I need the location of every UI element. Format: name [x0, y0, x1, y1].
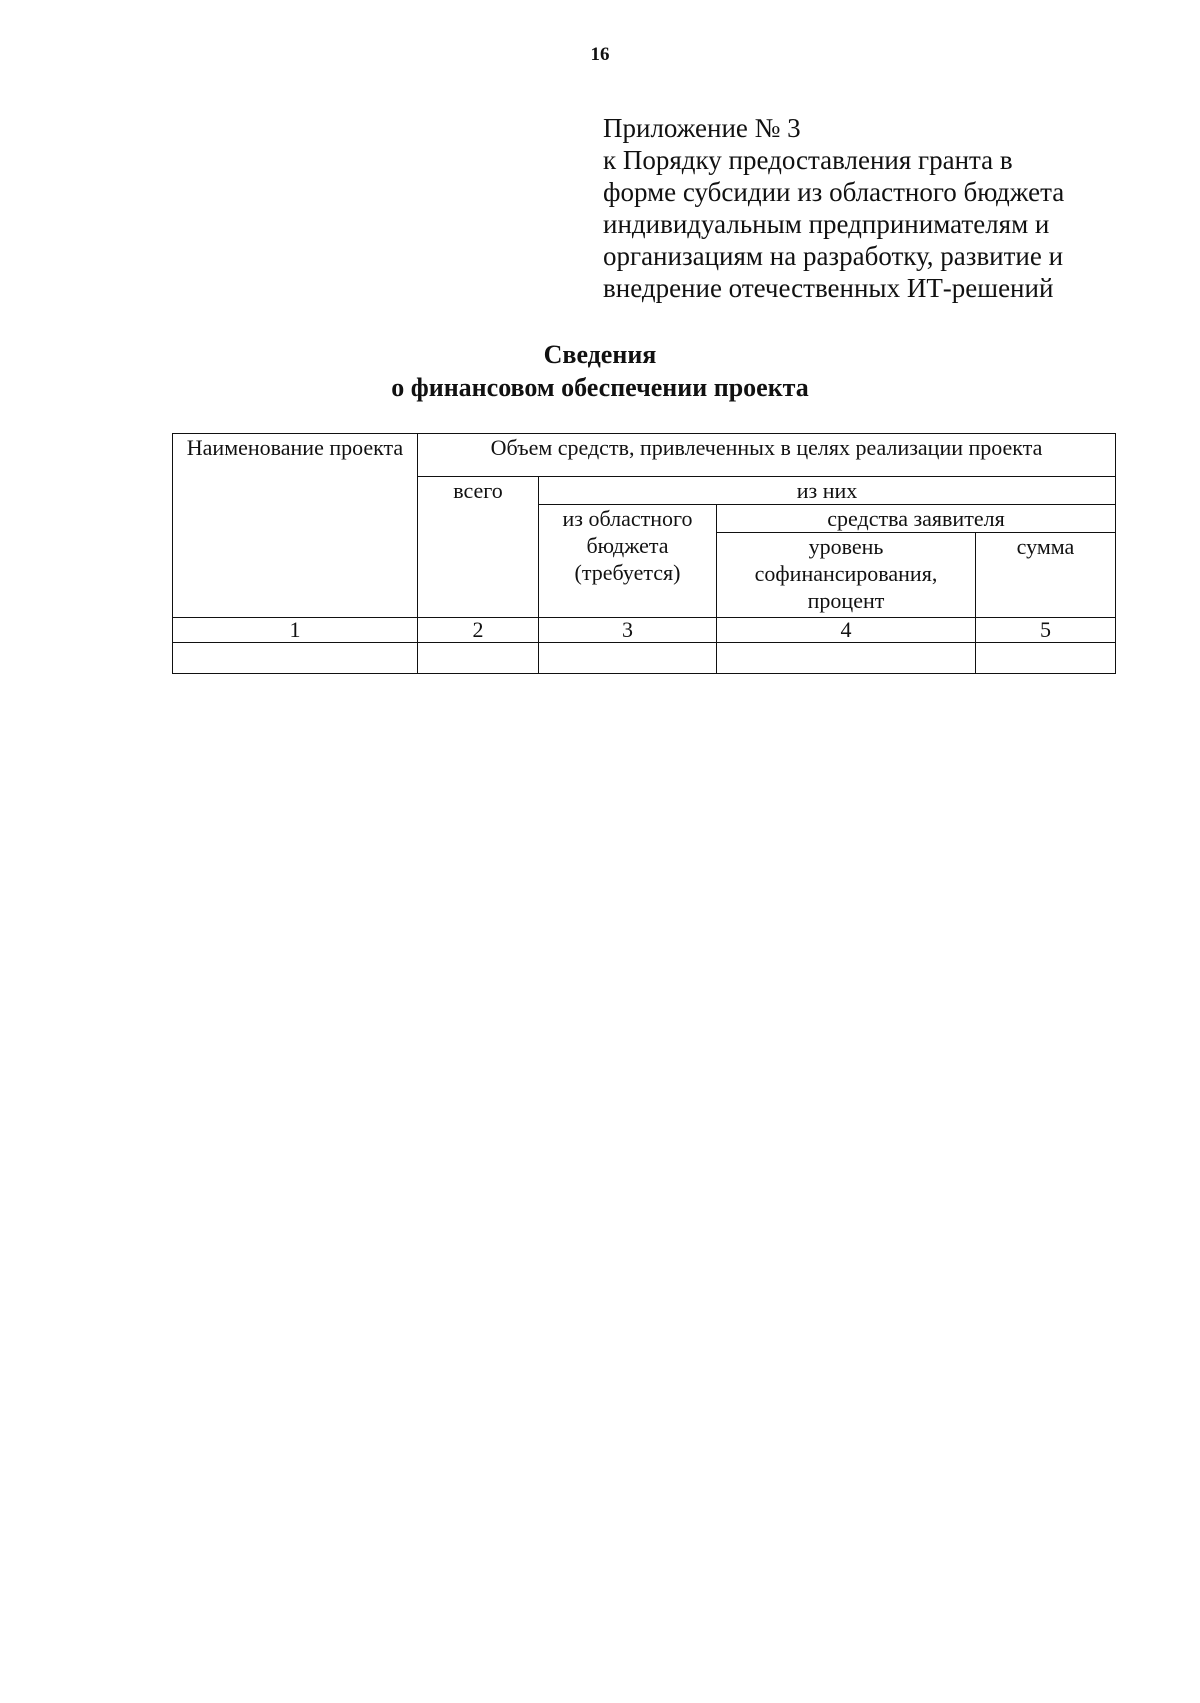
header-total: всего	[418, 477, 539, 618]
header-amount: сумма	[976, 533, 1116, 618]
header-of-them: из них	[539, 477, 1116, 505]
header-cofinancing-level: уровень софинансирования, процент	[717, 533, 976, 618]
appendix-line: индивидуальным предпринимателям и	[603, 209, 1050, 239]
column-number: 3	[539, 618, 717, 643]
appendix-line: внедрение отечественных ИТ-решений	[603, 273, 1054, 303]
financing-table	[172, 433, 1116, 674]
table-row	[173, 643, 1116, 674]
appendix-block	[603, 112, 1123, 304]
table-cell	[717, 643, 976, 674]
column-number: 2	[418, 618, 539, 643]
table-cell	[418, 643, 539, 674]
document-title: Сведения	[543, 340, 657, 369]
header-regional-budget: из областного бюджета (требуется)	[539, 505, 717, 618]
column-number: 4	[717, 618, 976, 643]
column-number: 1	[173, 618, 418, 643]
appendix-line: организациям на разработку, развитие и	[603, 241, 1064, 271]
column-number: 5	[976, 618, 1116, 643]
table-cell	[539, 643, 717, 674]
appendix-line: форме субсидии из областного бюджета	[603, 177, 1065, 207]
page-number: 16	[590, 44, 610, 65]
document-subtitle: о финансовом обеспечении проекта	[391, 373, 809, 402]
table-cell	[976, 643, 1116, 674]
header-volume: Объем средств, привлеченных в целях реализации проекта	[418, 434, 1116, 477]
appendix-line: к Порядку предоставления гранта в	[603, 145, 1013, 175]
header-applicant-funds: средства заявителя	[717, 505, 1116, 533]
header-project-name: Наименование проекта	[173, 434, 418, 618]
table-cell	[173, 643, 418, 674]
appendix-line: Приложение № 3	[603, 113, 801, 143]
